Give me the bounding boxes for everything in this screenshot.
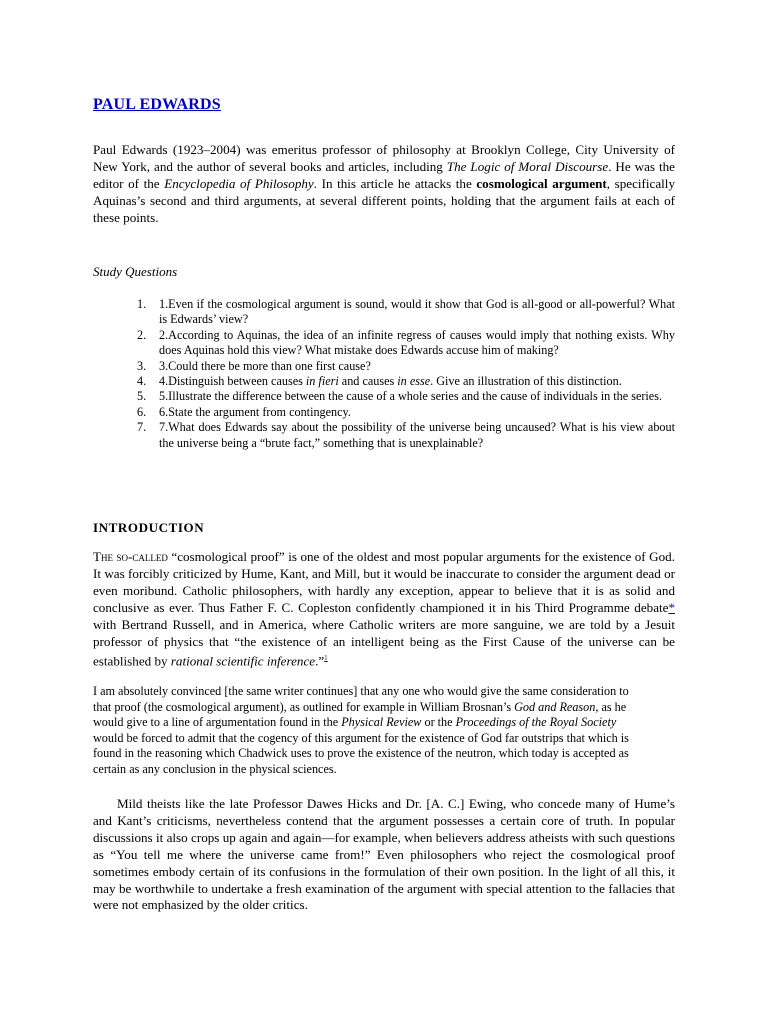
main-text-2: with Bertrand Russell, and in America, where Catholic writers are more sanguine, we are told by a Jesuit professor of physics that “the existence of an intelligent being as the First Cause of the universe can be established by — [93, 616, 675, 669]
page-title[interactable]: PAUL EDWARDS — [93, 96, 221, 113]
question-text: 1.Even if the cosmological argument is sound, would it show that God is all-good or all-powerful? What is Edwards’ view? — [159, 297, 675, 327]
main-text-3: .” — [315, 653, 325, 669]
list-item — [93, 374, 675, 389]
question-text-1: 4.Distinguish between causes — [159, 374, 306, 389]
list-number: 1. — [137, 297, 147, 311]
quote-text-3: or the — [421, 715, 456, 730]
question-text-3: . Give an illustration of this distinction. — [430, 374, 622, 389]
list-item — [93, 405, 675, 420]
list-number: 7. — [137, 420, 147, 435]
italic-god-and-reason: God and Reason — [514, 699, 596, 714]
list-item — [93, 420, 675, 451]
list-number: 2. — [137, 327, 147, 342]
intro-text-4: , specifically Aquinas’s second and third arguments, at several different points, holding that the argument fails at each of these points. — [93, 175, 675, 225]
italic-in-fieri: in fieri — [305, 374, 339, 389]
list-item — [93, 328, 675, 359]
author-intro-paragraph — [93, 142, 675, 227]
list-item — [93, 389, 675, 404]
book-title-logic: The Logic of Moral Discourse — [446, 158, 609, 174]
introduction-heading: INTRODUCTION — [93, 520, 205, 535]
small-caps-lead: he so-called — [101, 549, 168, 564]
intro-text-1: Paul Edwards (1923–2004) was emeritus professor of philosophy at Brooklyn College, City University of New York, and the author of several books and articles, including — [93, 142, 675, 174]
quote-text-2: , as he would give to a line of argumentation found in the — [93, 699, 627, 730]
footnote-1-link[interactable]: 1 — [324, 654, 328, 663]
question-text: 5.Illustrate the difference between the cause of a whole series and the cause of individuals in the series. — [159, 389, 662, 404]
list-item — [93, 297, 675, 328]
list-number: 4. — [137, 374, 147, 389]
question-text: 6.State the argument from contingency. — [159, 404, 351, 419]
study-questions-list — [93, 297, 675, 451]
italic-rational-inference: rational scientific inference — [170, 653, 316, 669]
study-questions-heading: Study Questions — [93, 264, 178, 279]
italic-proceedings: Proceedings of the Royal Society — [455, 715, 617, 730]
question-text: 3.Could there be more than one first cause? — [159, 358, 371, 373]
theists-paragraph: Mild theists like the late Professor Dawes Hicks and Dr. [A. C.] Ewing, who concede many of Hume’s and Kant’s criticisms, nevertheless contend that the argument possesses a certain core of truth. In popular discussions it also crops up again and again—for example, when believers address atheists with such questions as “You tell me where the universe came from!” Even philosophers who reject the cosmological proof sometimes embody certain of its confusions in the formulation of their own position. In the light of all this, it may be worthwhile to undertake a fresh examination of the argument with special attention to the fallacies that were not emphasized by the older critics. — [93, 796, 675, 913]
italic-physical-review: Physical Review — [341, 715, 422, 730]
block-quote — [93, 684, 633, 778]
question-text-2: and causes — [338, 374, 398, 389]
footnote-star-link[interactable]: * — [668, 599, 675, 615]
main-text-1: “cosmological proof” is one of the oldest and most popular arguments for the existence of God. It was forcibly criticized by Hume, Kant, and Mill, but it would be inaccurate to consider the argument dead or even moribund. Catholic philosophers, with hardly any exception, appear to believe that it is as solid and conclusive as ever. Thus Father F. C. Copleston confidently championed it in his Third Programme debate — [93, 549, 675, 615]
list-item — [93, 359, 675, 374]
book-title-encyclopedia: Encyclopedia of Philosophy — [164, 175, 314, 191]
list-number: 6. — [137, 404, 147, 419]
question-text: 2.According to Aquinas, the idea of an infinite regress of causes would imply that nothing exists. Why does Aquinas hold this view? What mistake does Edwards accuse him of making? — [159, 327, 675, 358]
quote-text-1: I am absolutely convinced [the same writer continues] that any one who would give the same consideration to that proof (the cosmological argument), as outlined for example in William Brosnan’s — [93, 684, 629, 714]
bold-term-cosmological: cosmological argument — [476, 175, 607, 191]
quote-text-4: would be forced to admit that the cogency of this argument for the existence of God far outstrips that which is found in the reasoning which Chadwick uses to prove the existence of the neutron, which today is accepted as certain as any conclusion in the physical sciences. — [93, 730, 629, 776]
question-text: 7.What does Edwards say about the possibility of the universe being uncaused? What is his view about the universe being a “brute fact,” something that is unexplainable? — [159, 420, 675, 450]
list-number: 5. — [137, 389, 147, 404]
intro-text-3: . In this article he attacks the — [313, 175, 477, 191]
intro-text-2: . He was the editor of the — [93, 158, 675, 191]
italic-in-esse: in esse — [397, 374, 431, 389]
list-number: 3. — [137, 358, 147, 373]
introduction-paragraph — [93, 549, 675, 671]
drop-cap: T — [93, 549, 101, 564]
